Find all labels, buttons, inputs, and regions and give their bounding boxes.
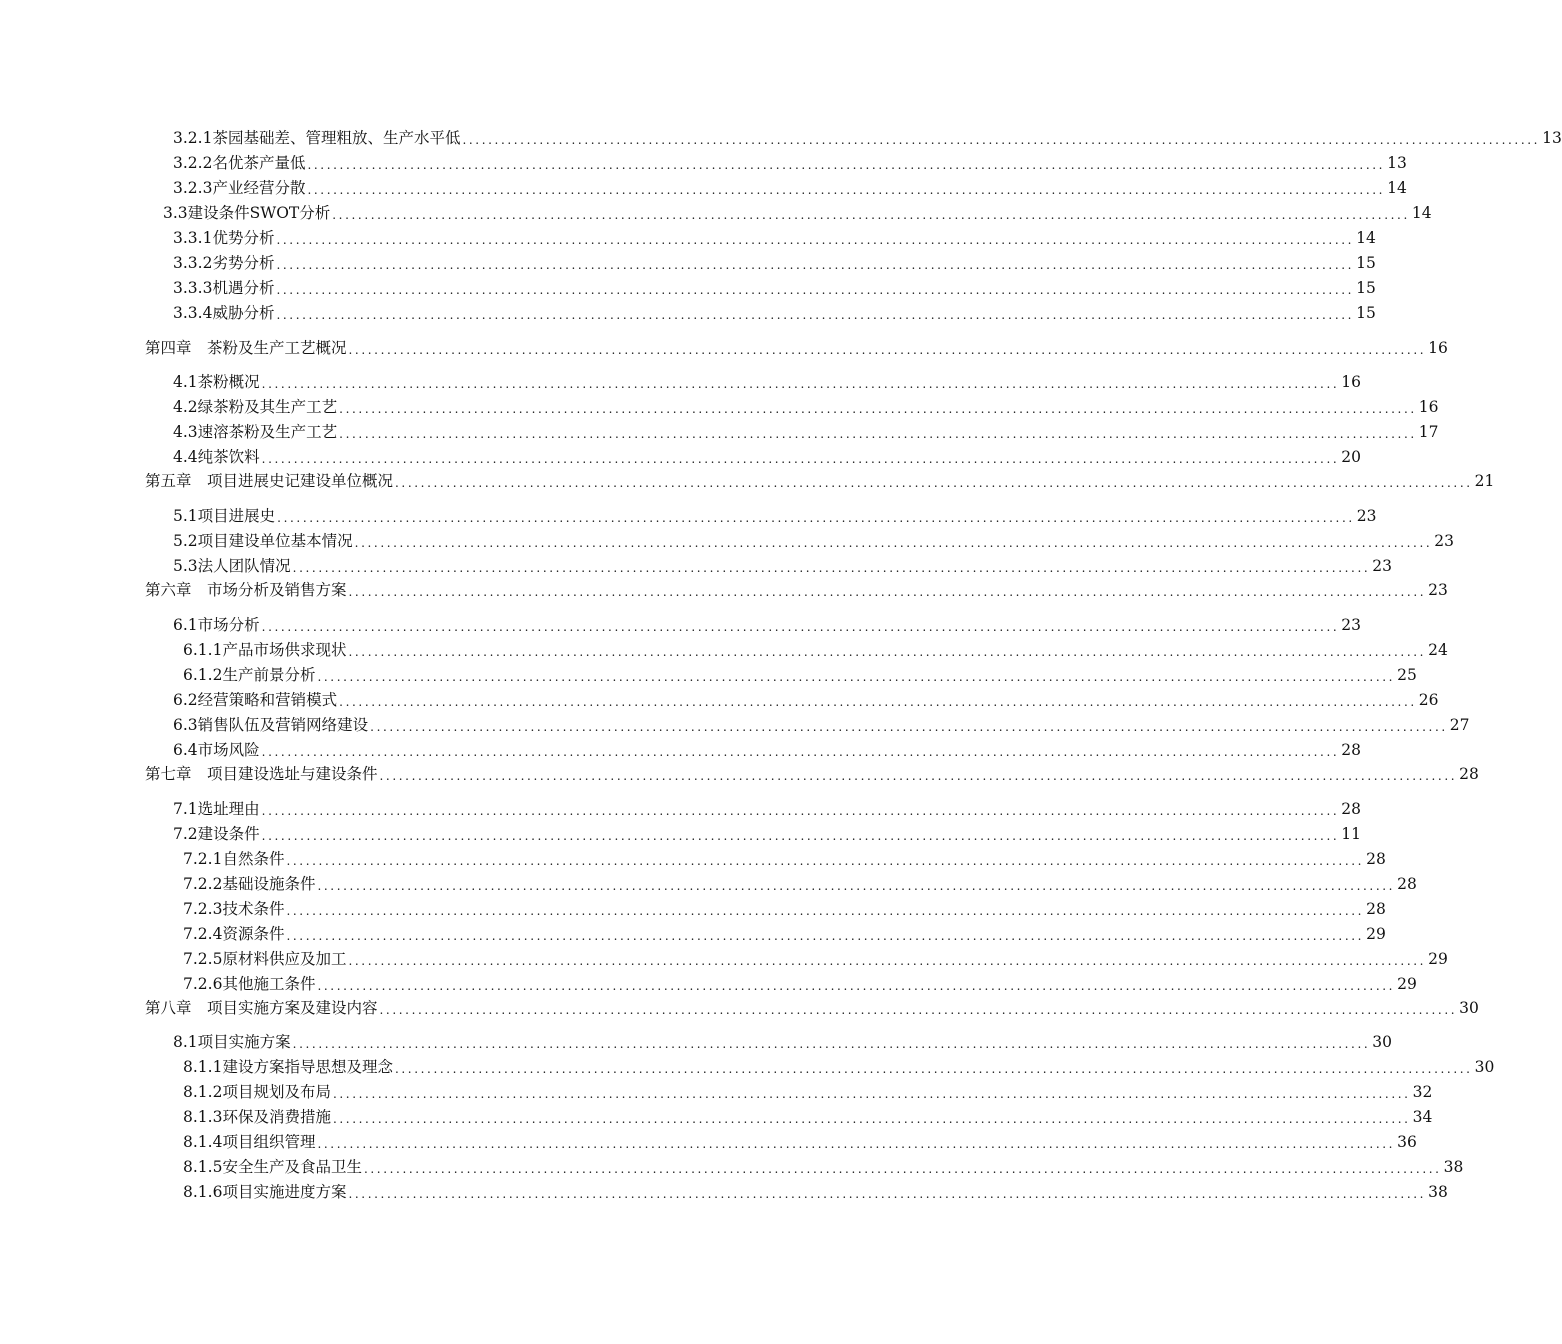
toc-page-number: 23 — [1356, 507, 1377, 525]
toc-entry[interactable] — [173, 149, 1407, 173]
toc-entry[interactable] — [173, 552, 1393, 576]
toc-label: 3.2.1茶园基础差、管理粗放、生产水平低 — [173, 129, 461, 147]
toc-label: 7.2.2基础设施条件 — [183, 875, 316, 893]
toc-entry[interactable] — [173, 502, 1377, 526]
toc-entry[interactable] — [173, 368, 1362, 392]
toc-leader-dots: ........................................................................................................................................................................ — [261, 745, 1340, 759]
toc-entry[interactable] — [173, 124, 1562, 148]
toc-page-number: 23 — [1341, 616, 1362, 634]
toc-page-number: 14 — [1356, 229, 1376, 247]
toc-page-number: 34 — [1412, 1108, 1433, 1126]
toc-entry[interactable] — [183, 1128, 1417, 1152]
toc-label: 4.2绿茶粉及其生产工艺 — [173, 398, 338, 416]
toc-entry[interactable] — [183, 1053, 1495, 1077]
toc-label: 4.4纯茶饮料 — [173, 448, 260, 466]
toc-page-number: 16 — [1418, 398, 1439, 416]
toc-leader-dots: ........................................................................................................................................................................ — [348, 954, 1427, 968]
toc-leader-dots: ........................................................................................................................................................................ — [261, 452, 1340, 466]
toc-entry[interactable] — [183, 661, 1417, 685]
toc-label: 第四章 茶粉及生产工艺概况 — [145, 339, 347, 357]
toc-leader-dots: ........................................................................................................................................................................ — [261, 829, 1340, 843]
toc-page-number: 29 — [1397, 975, 1417, 993]
toc-page-number: 27 — [1449, 716, 1470, 734]
toc-label: 7.1选址理由 — [173, 800, 260, 818]
toc-page-number: 28 — [1397, 875, 1417, 893]
toc-label: 8.1.3环保及消费措施 — [183, 1108, 331, 1126]
toc-leader-dots: ........................................................................................................................................................................ — [394, 1062, 1473, 1076]
toc-leader-dots: ........................................................................................................................................................................ — [276, 233, 1355, 247]
toc-page-number: 38 — [1443, 1158, 1464, 1176]
toc-leader-dots: ........................................................................................................................................................................ — [276, 283, 1355, 297]
toc-label: 5.2项目建设单位基本情况 — [173, 532, 353, 550]
toc-page-number: 28 — [1341, 800, 1362, 818]
toc-label: 6.4市场风险 — [173, 741, 260, 759]
toc-leader-dots: ........................................................................................................................................................................ — [339, 427, 1417, 441]
toc-label: 8.1.4项目组织管理 — [183, 1133, 316, 1151]
toc-entry[interactable] — [173, 299, 1376, 323]
toc-leader-dots: ........................................................................................................................................................................ — [317, 1137, 1396, 1151]
toc-entry[interactable] — [183, 1078, 1433, 1102]
toc-chapter-entry[interactable] — [145, 760, 1479, 784]
toc-entry[interactable] — [183, 870, 1417, 894]
toc-label: 7.2.4资源条件 — [183, 925, 285, 943]
toc-leader-dots: ........................................................................................................................................................................ — [462, 133, 1541, 147]
toc-label: 6.2经营策略和营销模式 — [173, 691, 338, 709]
toc-label: 3.3.1优势分析 — [173, 229, 275, 247]
toc-page-number: 28 — [1341, 741, 1362, 759]
toc-label: 3.3.4威胁分析 — [173, 304, 275, 322]
toc-entry[interactable] — [173, 686, 1439, 710]
toc-label: 第六章 市场分析及销售方案 — [145, 581, 347, 599]
toc-leader-dots: ........................................................................................................................................................................ — [292, 561, 1371, 575]
toc-label: 3.3.2劣势分析 — [173, 254, 275, 272]
toc-entry[interactable] — [183, 1178, 1448, 1202]
toc-entry[interactable] — [173, 820, 1362, 844]
toc-chapter-entry[interactable] — [145, 467, 1495, 491]
toc-leader-dots: ........................................................................................................................................................................ — [348, 645, 1427, 659]
toc-page-number: 26 — [1418, 691, 1439, 709]
toc-page-number: 38 — [1428, 1183, 1448, 1201]
toc-leader-dots: ........................................................................................................................................................................ — [348, 343, 1427, 357]
toc-label: 6.1.2生产前景分析 — [183, 666, 316, 684]
toc-leader-dots: ........................................................................................................................................................................ — [307, 183, 1386, 197]
toc-page-number: 30 — [1474, 1058, 1495, 1076]
toc-leader-dots: ........................................................................................................................................................................ — [317, 979, 1396, 993]
toc-entry[interactable] — [183, 1103, 1433, 1127]
toc-leader-dots: ........................................................................................................................................................................ — [261, 620, 1340, 634]
toc-label: 4.3速溶茶粉及生产工艺 — [173, 423, 338, 441]
toc-entry[interactable] — [173, 274, 1376, 298]
toc-label: 6.3销售队伍及营销网络建设 — [173, 716, 369, 734]
toc-label: 8.1.6项目实施进度方案 — [183, 1183, 347, 1201]
toc-page-number: 30 — [1459, 999, 1479, 1017]
toc-page-number: 14 — [1411, 204, 1432, 222]
toc-page-number: 11 — [1341, 825, 1362, 843]
toc-entry[interactable] — [173, 527, 1455, 551]
toc-leader-dots: ........................................................................................................................................................................ — [348, 1187, 1427, 1201]
toc-entry[interactable] — [173, 736, 1362, 760]
toc-page-number: 30 — [1372, 1033, 1393, 1051]
toc-page-number: 13 — [1387, 154, 1407, 172]
toc-page-number: 15 — [1356, 254, 1376, 272]
toc-page-number: 25 — [1397, 666, 1417, 684]
toc-leader-dots: ........................................................................................................................................................................ — [363, 1162, 1442, 1176]
toc-page-number: 16 — [1341, 373, 1362, 391]
toc-leader-dots: ........................................................................................................................................................................ — [261, 377, 1340, 391]
toc-label: 3.2.2名优茶产量低 — [173, 154, 306, 172]
toc-entry[interactable] — [173, 393, 1439, 417]
toc-page-number: 32 — [1412, 1083, 1433, 1101]
toc-page-number: 28 — [1366, 850, 1386, 868]
toc-label: 第七章 项目建设选址与建设条件 — [145, 765, 378, 783]
toc-page-number: 23 — [1372, 557, 1393, 575]
toc-entry[interactable] — [183, 845, 1386, 869]
toc-label: 3.2.3产业经营分散 — [173, 179, 306, 197]
toc-label: 5.3法人团队情况 — [173, 557, 291, 575]
toc-leader-dots: ........................................................................................................................................................................ — [332, 1087, 1411, 1101]
toc-page-number: 16 — [1428, 339, 1448, 357]
toc-leader-dots: ........................................................................................................................................................................ — [286, 854, 1365, 868]
toc-label: 5.1项目进展史 — [173, 507, 276, 525]
toc-entry[interactable] — [173, 611, 1362, 635]
toc-label: 第八章 项目实施方案及建设内容 — [145, 999, 378, 1017]
toc-entry[interactable] — [183, 895, 1386, 919]
toc-leader-dots: ........................................................................................................................................................................ — [395, 476, 1473, 490]
toc-page-number: 20 — [1341, 448, 1362, 466]
toc-page-number: 23 — [1434, 532, 1455, 550]
toc-page-number: 15 — [1356, 304, 1376, 322]
toc-label: 3.3建设条件SWOT分析 — [163, 204, 331, 222]
toc-label: 7.2建设条件 — [173, 825, 260, 843]
toc-label: 8.1项目实施方案 — [173, 1033, 291, 1051]
toc-entry[interactable] — [163, 199, 1432, 223]
toc-page-number: 28 — [1459, 765, 1479, 783]
toc-entry[interactable] — [173, 418, 1439, 442]
toc-leader-dots: ........................................................................................................................................................................ — [307, 158, 1386, 172]
toc-entry[interactable] — [173, 711, 1470, 735]
toc-chapter-entry[interactable] — [145, 994, 1479, 1018]
toc-leader-dots: ........................................................................................................................................................................ — [317, 879, 1396, 893]
toc-entry[interactable] — [173, 1028, 1393, 1052]
toc-entry[interactable] — [183, 920, 1386, 944]
toc-leader-dots: ........................................................................................................................................................................ — [379, 769, 1458, 783]
toc-label: 7.2.6其他施工条件 — [183, 975, 316, 993]
toc-page-number: 21 — [1474, 472, 1495, 490]
toc-leader-dots: ........................................................................................................................................................................ — [348, 585, 1427, 599]
toc-leader-dots: ........................................................................................................................................................................ — [370, 720, 1448, 734]
toc-label: 7.2.3技术条件 — [183, 900, 285, 918]
toc-label: 7.2.1自然条件 — [183, 850, 285, 868]
toc-leader-dots: ........................................................................................................................................................................ — [276, 258, 1355, 272]
toc-entry[interactable] — [183, 970, 1417, 994]
toc-leader-dots: ........................................................................................................................................................................ — [286, 904, 1365, 918]
toc-label: 7.2.5原材料供应及加工 — [183, 950, 347, 968]
toc-label: 8.1.2项目规划及布局 — [183, 1083, 331, 1101]
toc-page-number: 24 — [1428, 641, 1448, 659]
toc-leader-dots: ........................................................................................................................................................................ — [261, 804, 1340, 818]
toc-label: 8.1.1建设方案指导思想及理念 — [183, 1058, 393, 1076]
toc-leader-dots: ........................................................................................................................................................................ — [354, 536, 1433, 550]
toc-entry[interactable] — [173, 249, 1376, 273]
toc-page-number: 23 — [1428, 581, 1448, 599]
toc-leader-dots: ........................................................................................................................................................................ — [317, 670, 1396, 684]
toc-entry[interactable] — [183, 1153, 1464, 1177]
toc-chapter-entry[interactable] — [145, 576, 1448, 600]
toc-leader-dots: ........................................................................................................................................................................ — [277, 511, 1355, 525]
toc-page-number: 17 — [1418, 423, 1439, 441]
toc-entry[interactable] — [183, 636, 1448, 660]
toc-label: 8.1.5安全生产及食品卫生 — [183, 1158, 362, 1176]
toc-leader-dots: ........................................................................................................................................................................ — [286, 929, 1365, 943]
toc-page-number: 29 — [1366, 925, 1386, 943]
toc-entry[interactable] — [173, 443, 1362, 467]
toc-page-number: 36 — [1397, 1133, 1417, 1151]
toc-page-number: 29 — [1428, 950, 1448, 968]
toc-entry[interactable] — [183, 945, 1448, 969]
toc-leader-dots: ........................................................................................................................................................................ — [339, 402, 1417, 416]
toc-leader-dots: ........................................................................................................................................................................ — [332, 1112, 1411, 1126]
toc-leader-dots: ........................................................................................................................................................................ — [292, 1037, 1371, 1051]
toc-page-number: 15 — [1356, 279, 1376, 297]
toc-page-number: 13 — [1542, 129, 1562, 147]
toc-label: 6.1.1产品市场供求现状 — [183, 641, 347, 659]
toc-page-number: 14 — [1387, 179, 1407, 197]
toc-entry[interactable] — [173, 795, 1362, 819]
toc-label: 4.1茶粉概况 — [173, 373, 260, 391]
toc-page-number: 28 — [1366, 900, 1386, 918]
toc-label: 6.1市场分析 — [173, 616, 260, 634]
toc-label: 第五章 项目进展史记建设单位概况 — [145, 472, 394, 490]
toc-chapter-entry[interactable] — [145, 334, 1448, 358]
toc-label: 3.3.3机遇分析 — [173, 279, 275, 297]
toc-leader-dots: ........................................................................................................................................................................ — [379, 1003, 1458, 1017]
toc-leader-dots: ........................................................................................................................................................................ — [332, 208, 1410, 222]
toc-leader-dots: ........................................................................................................................................................................ — [276, 308, 1355, 322]
toc-entry[interactable] — [173, 224, 1376, 248]
toc-leader-dots: ........................................................................................................................................................................ — [339, 695, 1417, 709]
toc-entry[interactable] — [173, 174, 1407, 198]
